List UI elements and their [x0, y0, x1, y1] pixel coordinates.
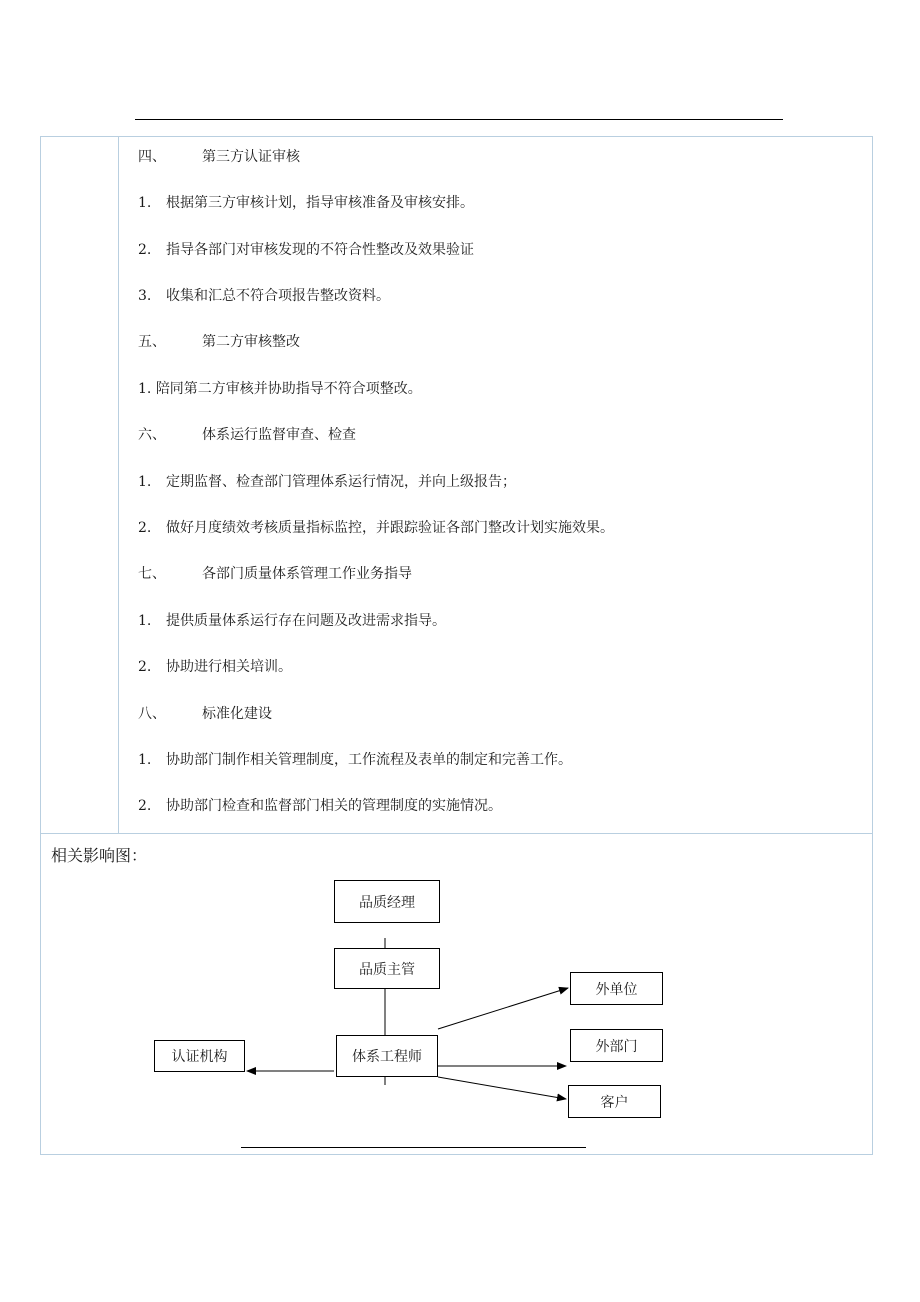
list-item: 1. 定期监督、检查部门管理体系运行情况，并向上级报告；	[138, 474, 516, 490]
box-system-engineer: 体系工程师	[336, 1035, 438, 1077]
list-item: 2. 协助部门检查和监督部门相关的管理制度的实施情况。	[138, 798, 502, 814]
list-item: 2. 协助进行相关培训。	[138, 659, 292, 675]
box-quality-supervisor: 品质主管	[334, 948, 440, 989]
box-cert-body: 认证机构	[154, 1040, 245, 1072]
list-item: 1. 陪同第二方审核并协助指导不符合项整改。	[138, 381, 422, 397]
footer-rule	[241, 1147, 586, 1148]
list-item: 1. 提供质量体系运行存在问题及改进需求指导。	[138, 613, 446, 629]
list-item: 3. 收集和汇总不符合项报告整改资料。	[138, 288, 390, 304]
box-quality-manager: 品质经理	[334, 880, 440, 923]
section-heading: 五、 第二方审核整改	[138, 334, 300, 350]
list-item: 2. 做好月度绩效考核质量指标监控，并跟踪验证各部门整改计划实施效果。	[138, 520, 614, 536]
section-heading: 七、 各部门质量体系管理工作业务指导	[138, 566, 412, 582]
list-item: 2. 指导各部门对审核发现的不符合性整改及效果验证	[138, 242, 474, 258]
arrow-to-external-unit	[438, 988, 568, 1029]
list-item: 1. 协助部门制作相关管理制度，工作流程及表单的制定和完善工作。	[138, 752, 572, 768]
list-item: 1. 根据第三方审核计划，指导审核准备及审核安排。	[138, 195, 474, 211]
box-external-dept: 外部门	[570, 1029, 663, 1062]
box-customer: 客户	[568, 1085, 661, 1118]
arrow-to-customer	[438, 1077, 566, 1099]
section-heading: 八、 标准化建设	[138, 706, 272, 722]
section-heading: 四、 第三方认证审核	[138, 149, 300, 165]
box-external-unit: 外单位	[570, 972, 663, 1005]
diagram-title: 相关影响图：	[51, 846, 148, 865]
section-heading: 六、 体系运行监督审查、检查	[138, 427, 356, 443]
